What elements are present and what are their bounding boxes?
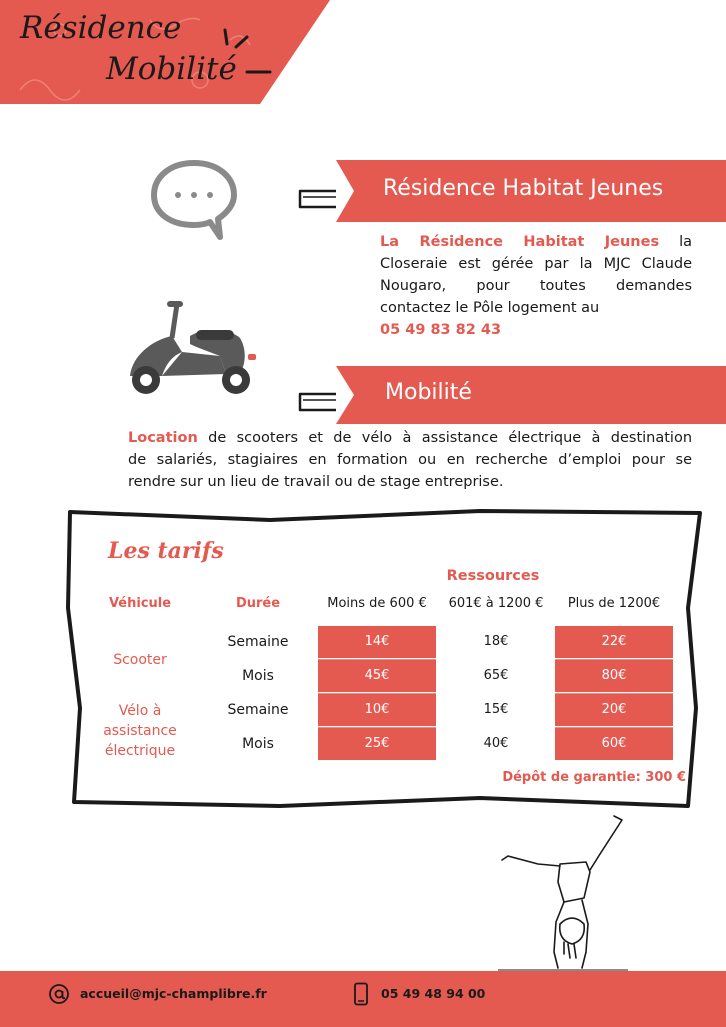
habitat-line2: Closeraie est gérée par la MJC Claude xyxy=(380,256,692,272)
price-cell: 14€ xyxy=(318,626,436,658)
price-cell: 20€ xyxy=(555,694,673,726)
footer-phone[interactable]: 05 49 48 94 00 xyxy=(381,986,486,1001)
price-cell: 10€ xyxy=(318,694,436,726)
cell-separators xyxy=(318,626,674,762)
vehicle-scooter: Scooter xyxy=(113,652,167,668)
row-duration: Semaine xyxy=(227,634,289,650)
header-tier2: 601€ à 1200 € xyxy=(448,596,544,611)
habitat-line4: contactez le Pôle logement au xyxy=(380,300,600,316)
header-vehicule: Véhicule xyxy=(108,596,172,611)
header-title-line2: Mobilité xyxy=(106,51,237,87)
speech-bubble-icon xyxy=(150,157,238,243)
tarifs-title: Les tarifs xyxy=(108,538,224,564)
row-duration: Mois xyxy=(242,736,274,752)
ressources-label: Ressources xyxy=(446,568,540,584)
header-duree: Durée xyxy=(235,596,281,611)
footer-email[interactable]: accueil@mjc-champlibre.fr xyxy=(80,986,267,1001)
habitat-lead: La Résidence Habitat Jeunes xyxy=(380,234,660,250)
section-title-mobilite: Mobilité xyxy=(385,380,472,405)
mobilite-line2: de salariés, stagiaires en formation ou en recherche d’emploi pour se xyxy=(128,452,692,468)
vehicle-velo-line1: Vélo à xyxy=(118,703,162,719)
price-cell: 65€ xyxy=(483,668,509,683)
header-tier1: Moins de 600 € xyxy=(327,596,427,611)
deposit-label: Dépôt de garantie: 300 € xyxy=(502,770,686,785)
price-cell: 25€ xyxy=(318,728,436,760)
vehicle-velo-line2: assistance xyxy=(103,723,177,739)
mobilite-line3: rendre sur un lieu de travail ou de stage entreprise. xyxy=(128,474,504,490)
handstand-figure xyxy=(498,812,628,972)
habitat-line3: Nougaro, pour toutes demandes xyxy=(380,278,692,294)
price-cell: 60€ xyxy=(555,728,673,760)
habitat-phone: 05 49 83 82 43 xyxy=(380,322,502,338)
row-duration: Mois xyxy=(242,668,274,684)
mobilite-line1 xyxy=(128,428,692,450)
phone-icon xyxy=(353,982,369,1006)
habitat-line1-rest: la xyxy=(679,234,692,250)
header-tier3: Plus de 1200€ xyxy=(567,596,661,611)
row-duration: Semaine xyxy=(227,702,289,718)
mobilite-lead: Location xyxy=(128,430,198,446)
at-icon xyxy=(48,983,70,1005)
price-cell: 45€ xyxy=(318,660,436,692)
price-cell: 15€ xyxy=(483,702,509,717)
price-cell: 18€ xyxy=(483,634,509,649)
section-title-habitat: Résidence Habitat Jeunes xyxy=(383,176,664,201)
price-cell: 40€ xyxy=(483,736,509,751)
price-cell: 22€ xyxy=(555,626,673,658)
vehicle-velo-line3: électrique xyxy=(104,743,176,759)
price-cell: 80€ xyxy=(555,660,673,692)
header-title-line1: Résidence xyxy=(20,10,182,46)
mobilite-line1-rest: de scooters et de vélo à assistance électrique à destination xyxy=(208,430,693,446)
scooter-icon xyxy=(122,298,262,398)
habitat-line1 xyxy=(380,232,692,254)
